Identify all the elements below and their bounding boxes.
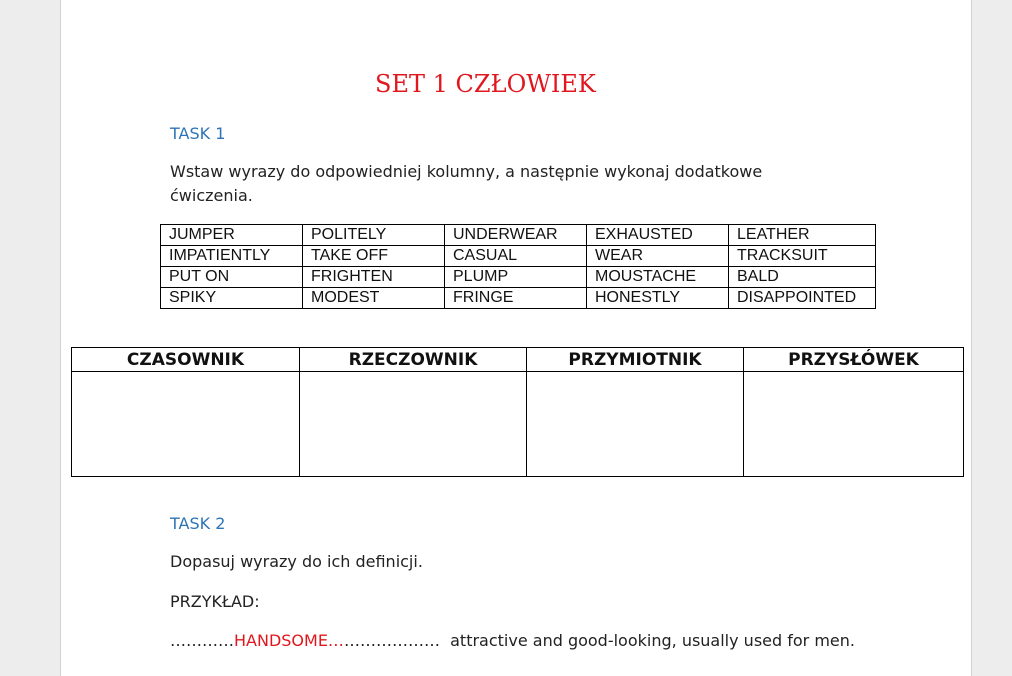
word-table-row <box>161 267 876 288</box>
example-label: PRZYKŁAD: <box>170 592 260 611</box>
category-table <box>71 347 964 477</box>
word-cell: LEATHER <box>729 225 876 246</box>
example-definition: attractive and good-looking, usually used for men. <box>450 631 855 650</box>
word-cell: FRIGHTEN <box>303 267 445 288</box>
page-title: SET 1 CZŁOWIEK <box>375 70 596 98</box>
word-cell: SPIKY <box>161 288 303 309</box>
task1-instruction <box>170 160 762 208</box>
word-cell: MODEST <box>303 288 445 309</box>
word-cell: PLUMP <box>445 267 587 288</box>
word-table-row <box>161 225 876 246</box>
category-header-przyslowek: PRZYSŁÓWEK <box>744 348 964 372</box>
word-cell: MOUSTACHE <box>587 267 729 288</box>
word-cell: FRINGE <box>445 288 587 309</box>
word-cell: DISAPPOINTED <box>729 288 876 309</box>
word-cell: HONESTLY <box>587 288 729 309</box>
word-cell: EXHAUSTED <box>587 225 729 246</box>
task1-instruction-line2: ćwiczenia. <box>170 186 253 205</box>
word-cell: JUMPER <box>161 225 303 246</box>
word-cell: TRACKSUIT <box>729 246 876 267</box>
answer-cell-przyslowek[interactable] <box>744 372 964 477</box>
word-table-row <box>161 288 876 309</box>
task1-heading: TASK 1 <box>170 124 226 143</box>
category-header-przymiotnik: PRZYMIOTNIK <box>527 348 744 372</box>
example-line <box>170 629 855 653</box>
answer-cell-rzeczownik[interactable] <box>300 372 527 477</box>
example-prefix-dots: ………… <box>170 631 234 650</box>
word-table-row <box>161 246 876 267</box>
word-cell: UNDERWEAR <box>445 225 587 246</box>
word-cell: TAKE OFF <box>303 246 445 267</box>
word-cell: BALD <box>729 267 876 288</box>
answer-cell-przymiotnik[interactable] <box>527 372 744 477</box>
example-word: HANDSOME… <box>234 631 344 650</box>
category-header-czasownik: CZASOWNIK <box>72 348 300 372</box>
example-suffix-dots: ……………… <box>343 631 451 650</box>
category-answer-row <box>72 372 964 477</box>
task2-heading: TASK 2 <box>170 514 226 533</box>
word-table <box>160 224 876 309</box>
category-header-rzeczownik: RZECZOWNIK <box>300 348 527 372</box>
word-cell: WEAR <box>587 246 729 267</box>
task2-instruction: Dopasuj wyrazy do ich definicji. <box>170 552 423 571</box>
document-page <box>60 0 972 676</box>
word-cell: POLITELY <box>303 225 445 246</box>
word-cell: PUT ON <box>161 267 303 288</box>
word-cell: CASUAL <box>445 246 587 267</box>
task1-instruction-line1: Wstaw wyrazy do odpowiedniej kolumny, a następnie wykonaj dodatkowe <box>170 162 763 181</box>
word-cell: IMPATIENTLY <box>161 246 303 267</box>
answer-cell-czasownik[interactable] <box>72 372 300 477</box>
category-header-row <box>72 348 964 372</box>
